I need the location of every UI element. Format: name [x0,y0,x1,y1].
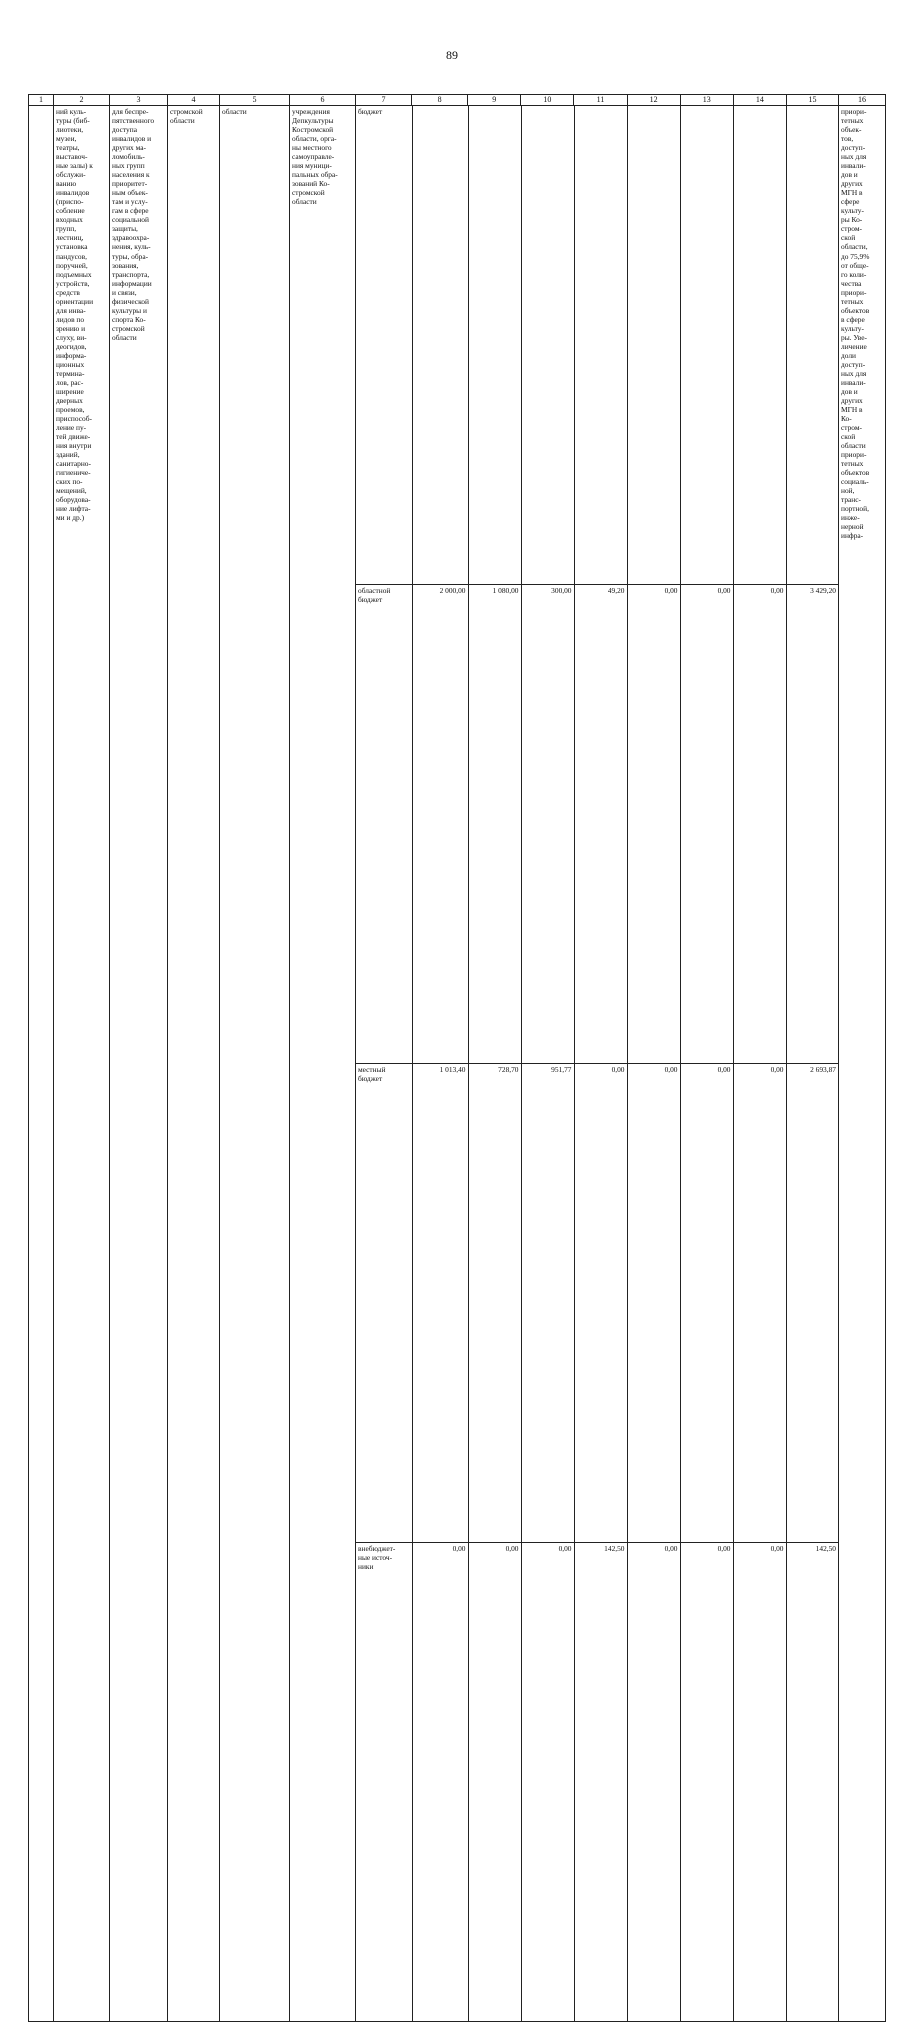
value-cell [627,106,680,585]
value-cell: 728,70 [468,1064,521,1543]
source-name: местный бюджет [356,1064,412,1543]
value-cell: 1 013,40 [412,1064,468,1543]
value-cell: 49,20 [574,585,627,1064]
value-cell: 0,00 [627,585,680,1064]
column-number-row [29,95,886,106]
value-cell: 0,00 [468,1543,521,2022]
col-header: 1 [29,95,54,106]
value-cell: 0,00 [680,1543,733,2022]
value-cell: 0,00 [733,585,786,1064]
program-table [28,94,886,2022]
col-header: 2 [54,95,110,106]
col-header: 4 [168,95,220,106]
value-cell [574,106,627,585]
cell-col4: стромской области [168,106,220,2022]
value-cell: 0,00 [521,1543,574,2022]
funding-block [356,106,839,2022]
value-cell: 0,00 [627,1543,680,2022]
col-header: 8 [412,95,468,106]
col-header: 3 [110,95,168,106]
value-cell: 0,00 [412,1543,468,2022]
value-cell: 142,50 [786,1543,838,2022]
value-cell: 300,00 [521,585,574,1064]
value-cell: 1 080,00 [468,585,521,1064]
col-header: 6 [290,95,356,106]
value-cell [412,106,468,585]
value-cell: 0,00 [627,1064,680,1543]
col-header: 15 [786,95,838,106]
value-cell [521,106,574,585]
funding-row-budget [356,106,838,585]
col-header: 14 [733,95,786,106]
value-cell [733,106,786,585]
value-cell: 2 000,00 [412,585,468,1064]
cell-col1 [29,106,54,2022]
source-name: областной бюджет [356,585,412,1064]
value-cell: 0,00 [680,585,733,1064]
funding-row-extrabudgetary [356,1543,838,2022]
col-header: 12 [627,95,680,106]
source-name: внебюджет- ные источ- ники [356,1543,412,2022]
page-number: 89 [446,48,458,62]
cell-measure-description: ний куль- туры (биб- лиотеки, музеи, театры, выставоч- ные залы) к обслужи- ванию инвалидов (приспо- собление входных групп, лестниц, установка пандусов, поручней, подъемных устройств, средств ориентации для инва- лидов по зрению и слуху, ви- деогидов, информа- ционных термина- лов, рас- ширение дверных проемов, приспособ- ление пу- тей движе- ния внутри зданий, санитарно- гигиениче- ских по- мещений, оборудова- ние лифта- ми и др.) [54,106,110,2022]
value-cell: 0,00 [574,1064,627,1543]
cell-executors: учреждения Депкультуры Костромской области, орга- ны местного самоуправле- ния муници- пальных обра- зований Ко- стромской области [290,106,356,2022]
cell-col5: области [220,106,290,2022]
funding-table [356,106,838,2021]
col-header: 11 [574,95,627,106]
value-cell: 3 429,20 [786,585,838,1064]
value-cell: 142,50 [574,1543,627,2022]
value-cell [786,106,838,585]
cell-goal: для беспре- пятственного доступа инвалидов и других ма- ломобиль- ных групп населения к приоритет- ным объек- там и услу- гам в сфере социальной защиты, здравоохра- нения, куль- туры, обра- зования, транспорта, информации и связи, физической культуры и спорта Ко- стромской области [110,106,168,2022]
col-header: 16 [839,95,886,106]
value-cell: 2 693,87 [786,1064,838,1543]
funding-row-regional [356,585,838,1064]
table-row [29,106,886,2022]
value-cell [468,106,521,585]
funding-row-local [356,1064,838,1543]
value-cell: 951,77 [521,1064,574,1543]
col-header: 9 [468,95,521,106]
value-cell [680,106,733,585]
value-cell: 0,00 [680,1064,733,1543]
col-header: 13 [680,95,733,106]
col-header: 10 [521,95,574,106]
value-cell: 0,00 [733,1543,786,2022]
value-cell: 0,00 [733,1064,786,1543]
source-name: бюджет [356,106,412,585]
col-header: 5 [220,95,290,106]
col-header: 7 [356,95,412,106]
cell-expected-result: приори- тетных объек- тов, доступ- ных для инвали- дов и других МГН в сфере культу- ры Ко- стром- ской области, до 75,9% от обще- го коли- чества приори- тетных объектов в сфере культу- ры. Уве- личение доли доступ- ных для инвали- дов и других МГН в Ко- стром- ской области приори- тетных объектов социаль- ной, транс- портной, инже- нерной инфра- [839,106,886,2022]
